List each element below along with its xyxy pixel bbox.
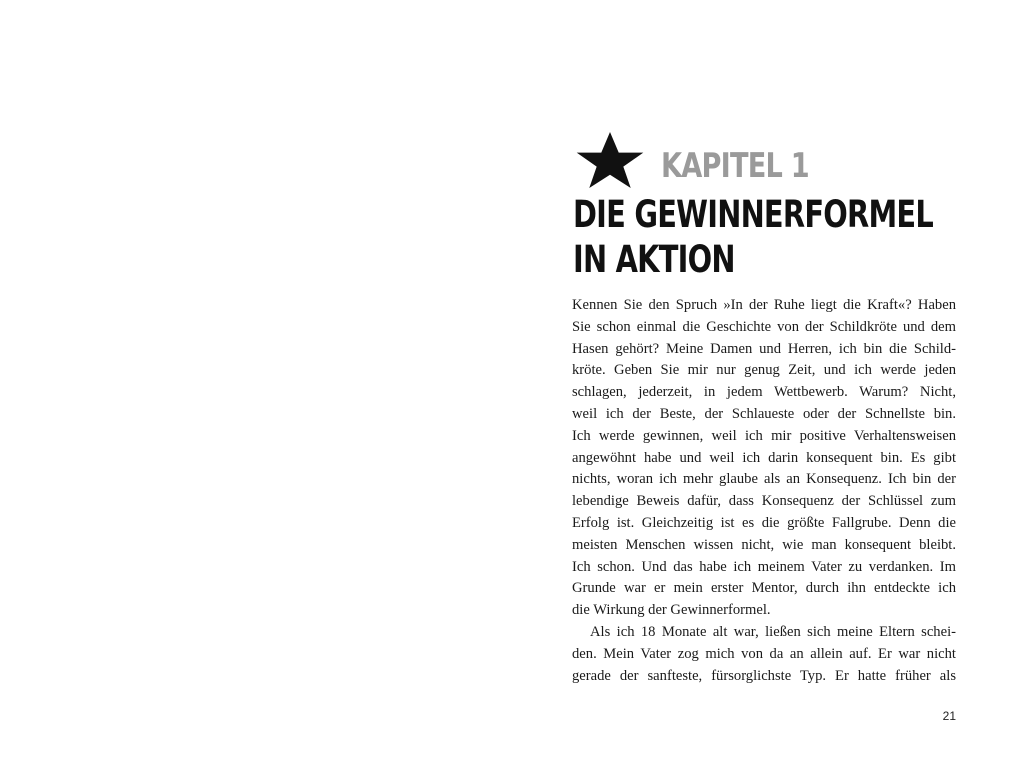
text-line: gerade der sanfteste, fürsorglichste Typ. Er hatte früher als bbox=[572, 667, 956, 684]
text-line: Grunde war er mein erster Mentor, durch ihn entdeckte ich bbox=[572, 580, 956, 597]
chapter-label-row bbox=[573, 132, 973, 192]
text-line: angewöhnt habe und weil ich darin konsequent bin. Es gibt bbox=[572, 449, 956, 466]
chapter-title-line-2: IN AKTION bbox=[573, 238, 735, 281]
text-line: Erfolg ist. Gleichzeitig ist es die größte Fallgrube. Denn die bbox=[572, 514, 956, 531]
text-line: meisten Menschen wissen nicht, wie man konsequent bleibt. bbox=[572, 536, 956, 553]
text-line: schlagen, jederzeit, in jedem Wettbewerb. Warum? Nicht, bbox=[572, 384, 956, 401]
text-line: den. Mein Vater zog mich von da an allein auf. Er war nicht bbox=[572, 645, 956, 662]
page-number: 21 bbox=[942, 709, 956, 723]
text-line: die Wirkung der Gewinnerformel. bbox=[572, 602, 771, 619]
text-line: Ich schon. Und das habe ich meinem Vater zu verdanken. Im bbox=[572, 558, 956, 575]
chapter-title bbox=[573, 192, 933, 282]
chapter-label: KAPITEL 1 bbox=[661, 146, 809, 186]
text-line: kröte. Geben Sie mir nur genug Zeit, und ich werde jeden bbox=[572, 362, 956, 379]
text-line: weil ich der Beste, der Schlaueste oder der Schnellste bin. bbox=[572, 405, 956, 422]
text-line: Sie schon einmal die Geschichte von der Schildkröte und dem bbox=[572, 318, 956, 335]
body-text bbox=[572, 295, 956, 687]
text-line: Ich werde gewinnen, weil ich mir positive Verhaltensweisen bbox=[572, 427, 956, 444]
text-line: Kennen Sie den Spruch »In der Ruhe liegt die Kraft«? Haben bbox=[572, 297, 956, 313]
text-line: Hasen gehört? Meine Damen und Herren, ich bin die Schild- bbox=[572, 340, 956, 357]
text-line: Als ich 18 Monate alt war, ließen sich meine Eltern schei- bbox=[590, 623, 956, 640]
chapter-title-line-1: DIE GEWINNERFORMEL bbox=[573, 193, 933, 236]
text-line: nichts, woran ich mehr glaube als an Konsequenz. Ich bin der bbox=[572, 471, 956, 488]
text-line: lebendige Beweis dafür, dass Konsequenz der Schlüssel zum bbox=[572, 493, 956, 510]
chapter-heading bbox=[573, 132, 973, 281]
star-icon bbox=[573, 132, 647, 188]
